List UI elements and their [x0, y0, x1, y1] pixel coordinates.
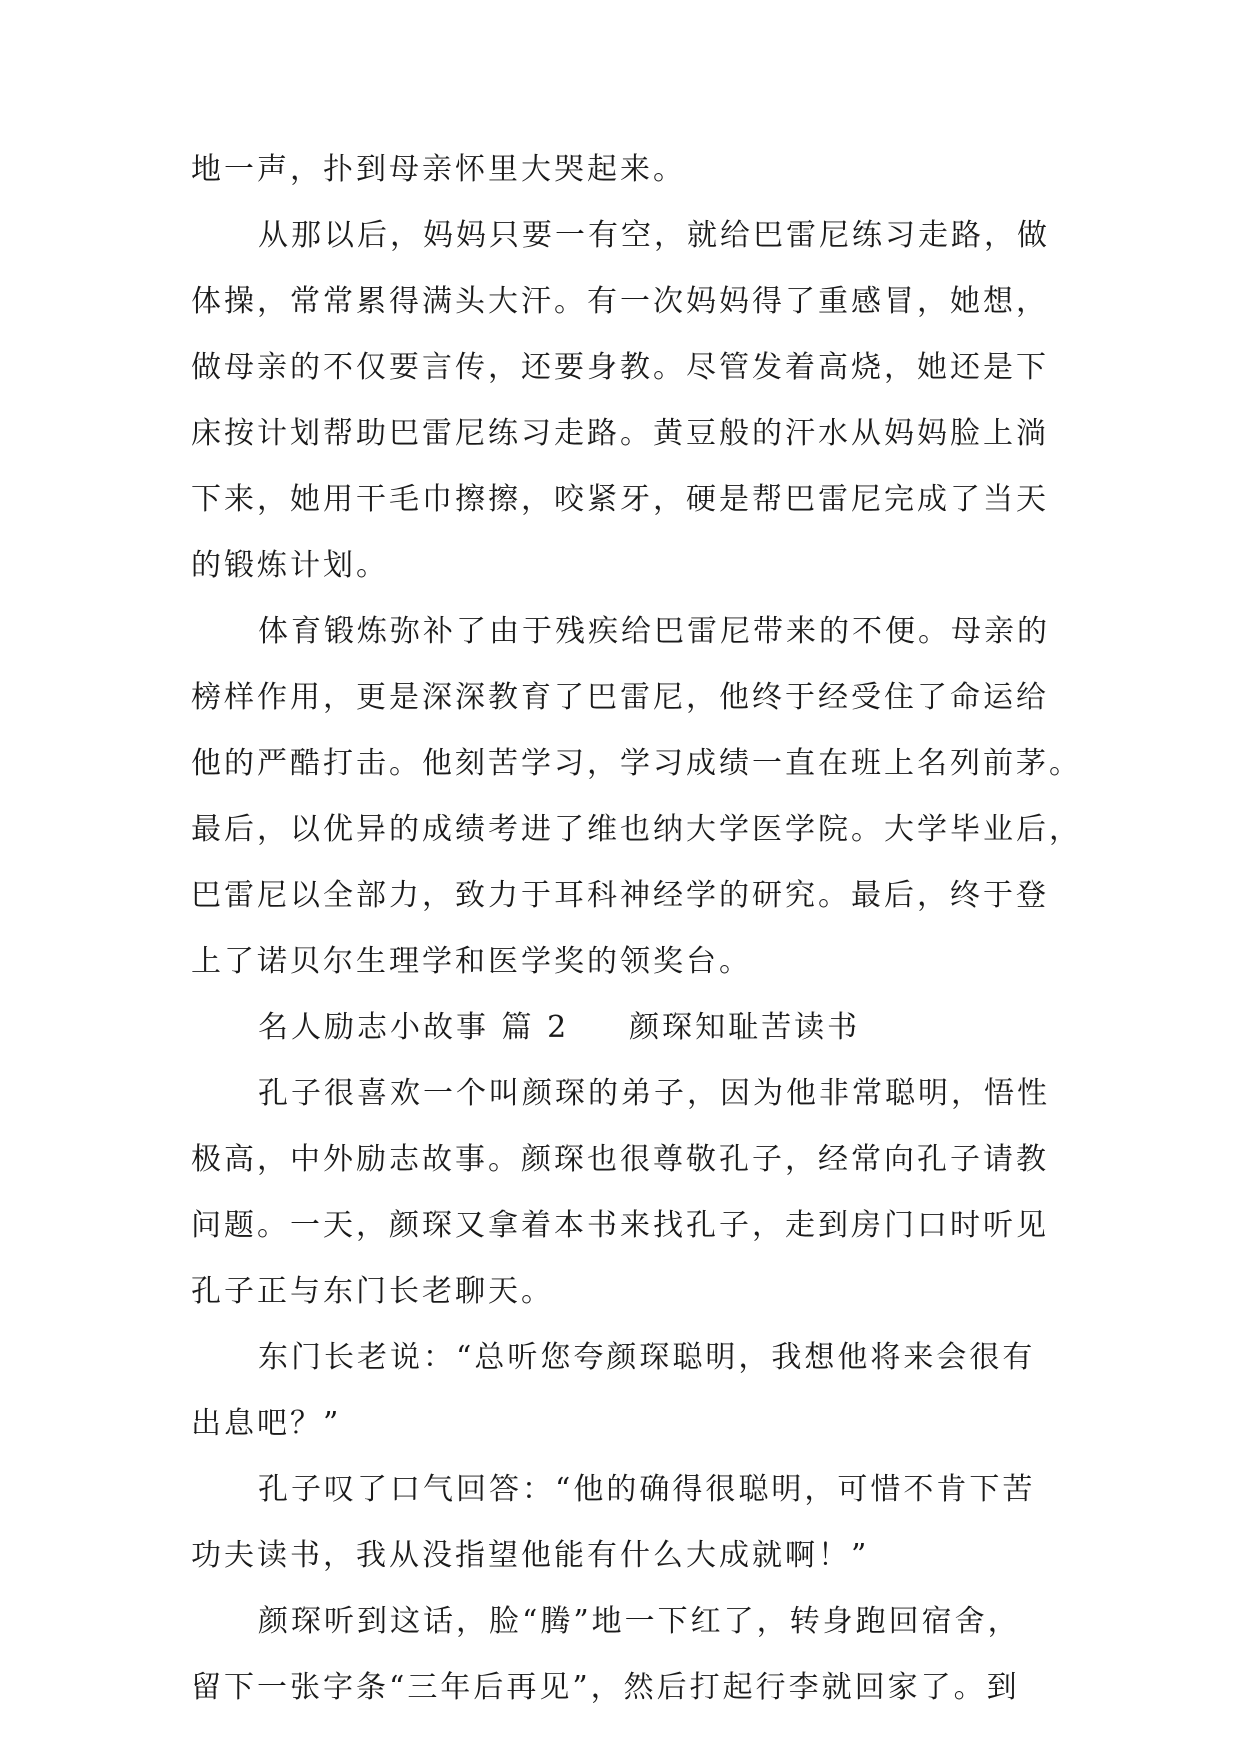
- section-heading-title: 颜琛知耻苦读书: [629, 1010, 861, 1045]
- paragraph-line: 孔子很喜欢一个叫颜琛的弟子，因为他非常聪明，悟性: [258, 1076, 1050, 1111]
- paragraph-line: 榜样作用，更是深深教育了巴雷尼，他终于经受住了命运给: [191, 680, 1049, 715]
- paragraph-line: 的锻炼计划。: [191, 548, 389, 583]
- paragraph-line: 功夫读书，我从没指望他能有什么大成就啊！”: [191, 1538, 870, 1573]
- paragraph-line: 极高，中外励志故事。颜琛也很尊敬孔子，经常向孔子请教: [191, 1142, 1049, 1177]
- paragraph-line: 做母亲的不仅要言传，还要身教。尽管发着高烧，她还是下: [191, 350, 1049, 385]
- paragraph-line: 体操，常常累得满头大汗。有一次妈妈得了重感冒，她想，: [191, 284, 1049, 319]
- paragraph-line: 地一声，扑到母亲怀里大哭起来。: [191, 152, 686, 187]
- paragraph-line: 最后，以优异的成绩考进了维也纳大学医学院。大学毕业后，: [191, 812, 1082, 847]
- section-heading: [258, 1008, 860, 1048]
- paragraph-line: 从那以后，妈妈只要一有空，就给巴雷尼练习走路，做: [258, 218, 1050, 253]
- paragraph-line: 问题。一天，颜琛又拿着本书来找孔子，走到房门口时听见: [191, 1208, 1049, 1243]
- paragraph-line: 留下一张字条“三年后再见”，然后打起行李就回家了。到: [191, 1670, 1020, 1705]
- section-heading-number: 名人励志小故事 篇 2: [258, 1010, 570, 1045]
- paragraph-line: 上了诺贝尔生理学和医学奖的领奖台。: [191, 944, 752, 979]
- paragraph-line: 孔子正与东门长老聊天。: [191, 1274, 554, 1309]
- paragraph-line: 孔子叹了口气回答：“他的确得很聪明，可惜不肯下苦: [258, 1472, 1036, 1507]
- paragraph-line: 他的严酷打击。他刻苦学习，学习成绩一直在班上名列前茅。: [191, 746, 1082, 781]
- paragraph-line: 巴雷尼以全部力，致力于耳科神经学的研究。最后，终于登: [191, 878, 1049, 913]
- paragraph-line: 床按计划帮助巴雷尼练习走路。黄豆般的汗水从妈妈脸上淌: [191, 416, 1049, 451]
- paragraph-line: 体育锻炼弥补了由于残疾给巴雷尼带来的不便。母亲的: [258, 614, 1050, 649]
- paragraph-line: 出息吧？”: [191, 1406, 342, 1441]
- paragraph-line: 下来，她用干毛巾擦擦，咬紧牙，硬是帮巴雷尼完成了当天: [191, 482, 1049, 517]
- paragraph-line: 颜琛听到这话，脸“腾”地一下红了，转身跑回宿舍，: [258, 1604, 1021, 1639]
- paragraph-line: 东门长老说：“总听您夸颜琛聪明，我想他将来会很有: [258, 1340, 1036, 1375]
